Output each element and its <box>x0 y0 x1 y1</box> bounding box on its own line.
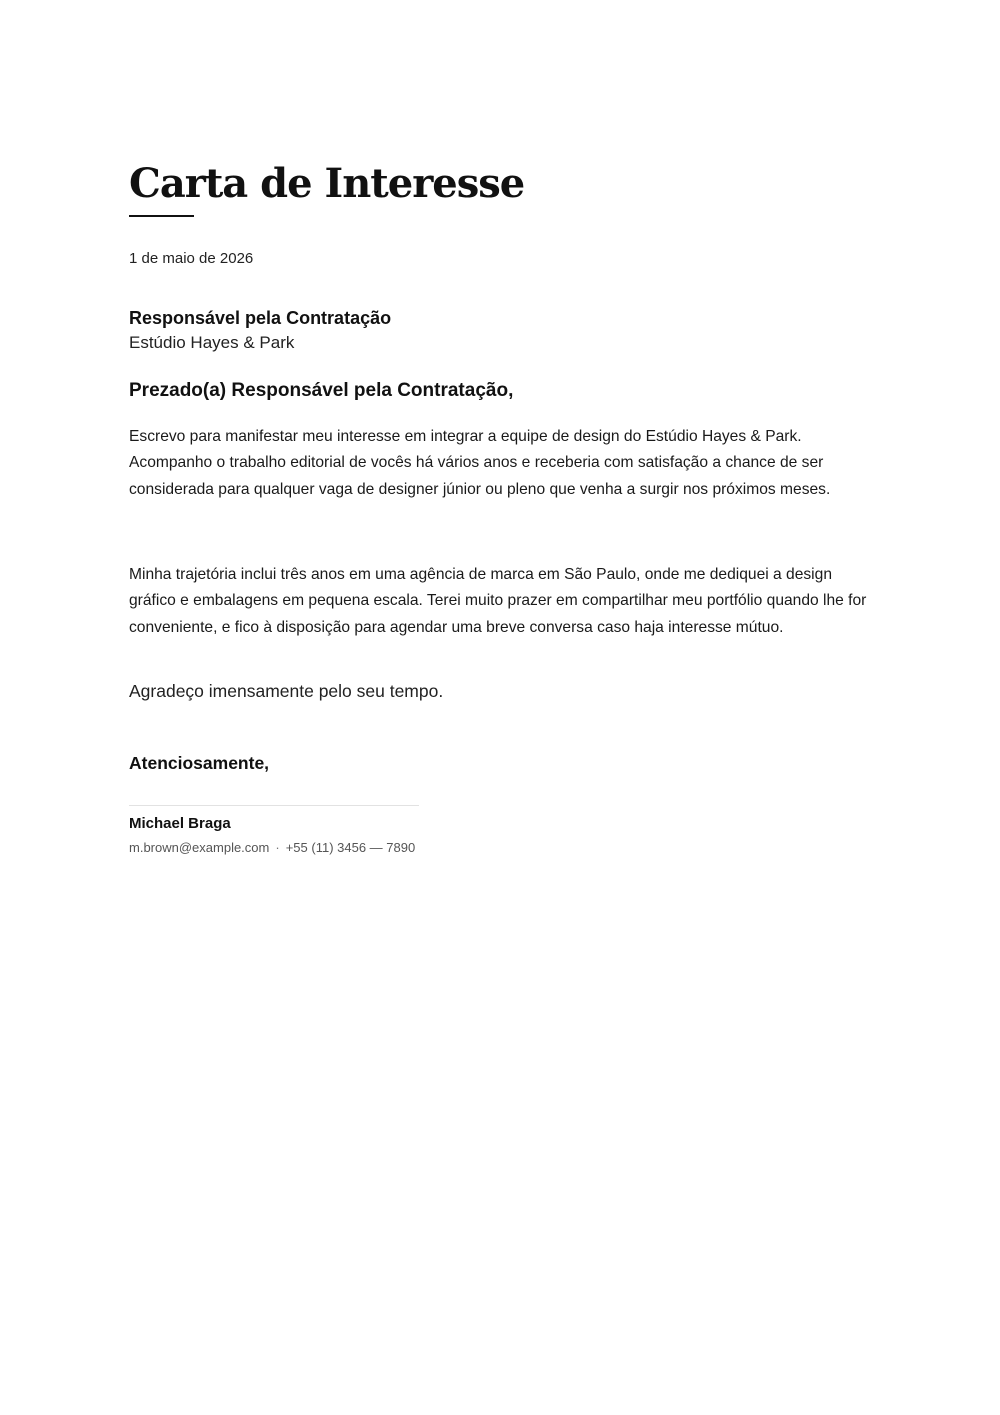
signature-name: Michael Braga <box>129 815 231 832</box>
body-paragraph-1: Escrevo para manifestar meu interesse em integrar a equipe de design do Estúdio Hayes & Park. Acompanho o trabalho editorial de vocês há vários anos e receberia com satisfação a chance de ser considerada para qualquer vaga de designer júnior ou pleno que venha a surgir nos próximos meses. <box>129 428 831 498</box>
signature-divider <box>129 805 419 806</box>
signature-phone[interactable]: +55 (11) 3456 — 7890 <box>285 840 416 855</box>
closing: Atenciosamente, <box>129 753 270 773</box>
signature-email[interactable]: m.brown@example.com <box>129 840 270 855</box>
signature-contact <box>129 839 415 857</box>
salutation: Prezado(a) Responsável pela Contratação, <box>129 380 514 401</box>
thanks-line: Agradeço imensamente pelo seu tempo. <box>129 681 444 701</box>
body-paragraph-2: Minha trajetória inclui três anos em uma agência de marca em São Paulo, onde me dediquei a design gráfico e embalagens em pequena escala. Terei muito prazer em compartilhar meu portfólio quando lhe for conveniente, e fico à disposição para agendar uma breve conversa caso haja interesse mútuo. <box>129 566 867 636</box>
contact-separator: · <box>275 840 280 855</box>
recipient-company: Estúdio Hayes & Park <box>129 333 295 352</box>
letter-title: Carta de Interesse <box>129 160 525 207</box>
recipient-role: Responsável pela Contratação <box>129 308 392 328</box>
title-underline <box>129 215 194 217</box>
letter-date: 1 de maio de 2026 <box>129 250 254 267</box>
